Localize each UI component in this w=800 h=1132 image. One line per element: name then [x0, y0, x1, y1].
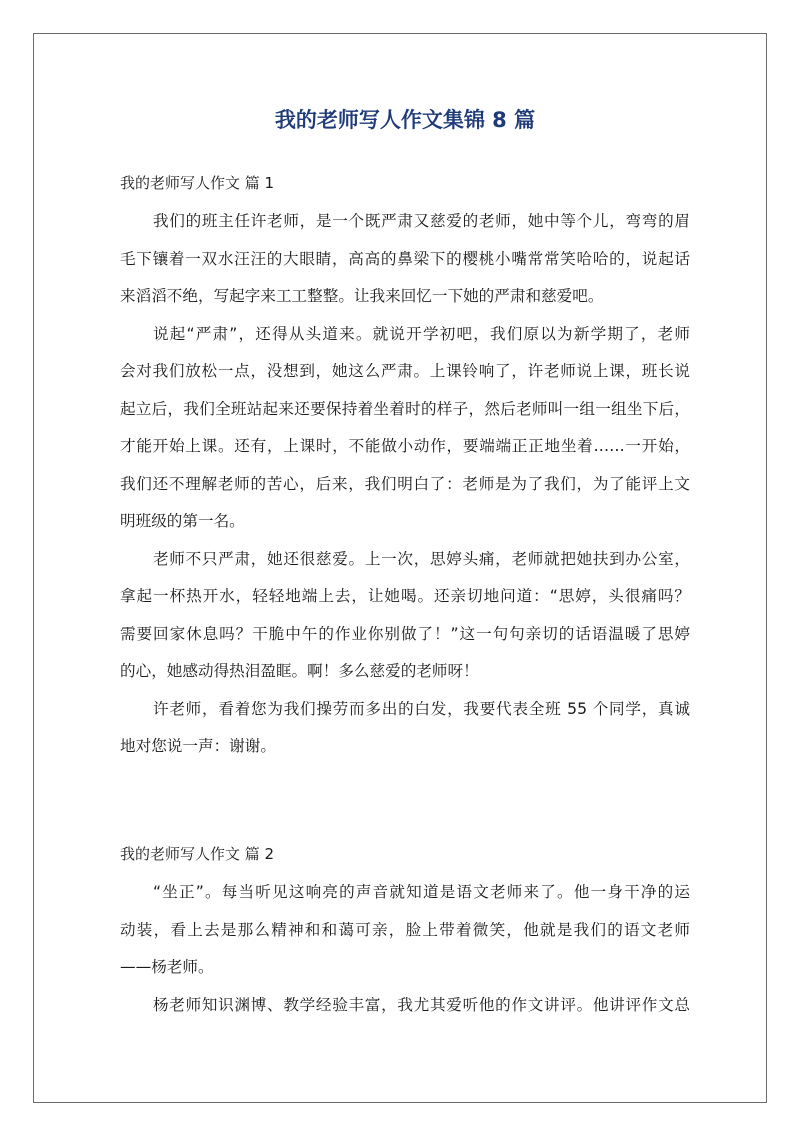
text-line: 拿起一杯热开水，轻轻地端上去，让她喝。还亲切地问道：“思婷，头很痛吗？	[120, 587, 690, 605]
text-line: 我们还不理解老师的苦心，后来，我们明白了：老师是为了我们，为了能评上文	[120, 474, 690, 493]
text-line: 毛下镶着一双水汪汪的大眼睛，高高的鼻梁下的樱桃小嘴常常笑哈哈的，说起话	[120, 249, 690, 268]
section-heading: 我的老师写人作文 篇 1	[120, 174, 275, 192]
text-line: 起立后，我们全班站起来还要保持着坐着时的样子，然后老师叫一组一组坐下后，	[120, 399, 690, 418]
section-heading: 我的老师写人作文 篇 2	[120, 845, 275, 863]
paragraph	[120, 691, 690, 766]
section-1	[120, 167, 690, 200]
text-line: 说起“严肃”，还得从头道来。就说开学初吧，我们原以为新学期了，老师	[153, 324, 690, 343]
paragraph	[120, 316, 690, 541]
text-line: “坐正”。每当听见这响亮的声音就知道是语文老师来了。他一身干净的运	[153, 883, 690, 901]
paragraph	[120, 987, 690, 1025]
paragraph	[120, 203, 690, 316]
section-2	[120, 838, 690, 871]
section-2-body	[120, 874, 690, 1024]
text-line: 杨老师知识渊博、教学经验丰富，我尤其爱听他的作文讲评。他讲评作文总	[153, 995, 690, 1014]
document-title: 我的老师写人作文集锦 8 篇	[274, 108, 536, 132]
paragraph	[120, 541, 690, 691]
text-line: 老师不只严肃，她还很慈爱。上一次，思婷头痛，老师就把她扶到办公室，	[153, 549, 690, 568]
text-line: 需要回家休息吗？干脆中午的作业你别做了！”这一句句亲切的话语温暖了思婷	[120, 624, 690, 643]
text-line: 地对您说一声：谢谢。	[120, 737, 276, 755]
text-line: 我们的班主任许老师，是一个既严肃又慈爱的老师，她中等个儿，弯弯的眉	[153, 212, 690, 230]
text-line: 明班级的第一名。	[120, 512, 245, 530]
text-line: ——杨老师。	[120, 958, 214, 976]
text-line: 动装，看上去是那么精神和和蔼可亲，脸上带着微笑，他就是我们的语文老师	[120, 920, 690, 939]
section-1-body	[120, 203, 690, 766]
text-line: 许老师，看着您为我们操劳而多出的白发，我要代表全班 55 个同学，真诚	[153, 699, 690, 718]
paragraph	[120, 874, 690, 987]
text-line: 才能开始上课。还有，上课时，不能做小动作，要端端正正地坐着……一开始，	[120, 437, 690, 455]
text-line: 来滔滔不绝，写起字来工工整整。让我来回忆一下她的严肃和慈爱吧。	[120, 287, 604, 305]
text-line: 的心，她感动得热泪盈眶。啊！多么慈爱的老师呀！	[120, 662, 479, 680]
text-line: 会对我们放松一点，没想到，她这么严肃。上课铃响了，许老师说上课，班长说	[120, 362, 690, 380]
